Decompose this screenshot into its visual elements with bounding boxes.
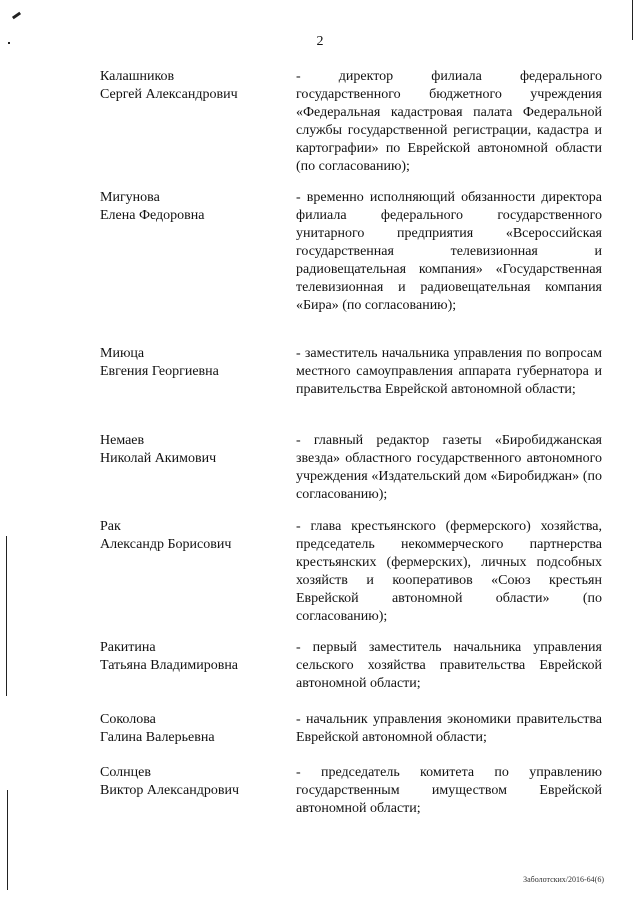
member-given-names: Евгения Георгиевна	[100, 364, 219, 379]
member-given-names: Татьяна Владимировна	[100, 658, 239, 673]
member-surname: Ракитина	[100, 640, 156, 655]
document-code: Заболотских/2016-64(6)	[523, 875, 604, 884]
member-surname: Миюца	[100, 346, 145, 361]
scan-artifact-left-edge-2	[7, 790, 8, 890]
member-given-names: Галина Валерьевна	[100, 730, 215, 745]
member-name	[100, 639, 285, 675]
member-role: - директор филиала федерального государственного бюджетного учреждения «Федеральная кадастровая палата Федеральной службы государственной регистрации, кадастра и картографии» по Еврейской автономной области (по согласованию);	[296, 69, 602, 174]
member-role: - временно исполняющий обязанности директора филиала федерального государственного унитарного предприятия «Всероссийская государственная телевизионная и радиовещательная компания» «Государственная телевизионная и радиовещательная компания «Бира» (по согласованию);	[296, 190, 602, 313]
member-given-names: Александр Борисович	[100, 537, 232, 552]
page-number: 2	[316, 34, 324, 49]
member-name	[100, 711, 285, 747]
member-surname: Калашников	[100, 69, 175, 84]
member-role: - глава крестьянского (фермерского) хозяйства, председатель некоммерческого партнерства крестьянских (фермерских), личных подсобных хозяйств и кооперативов «Союз крестьян Еврейской автономной области» (по согласованию);	[296, 519, 602, 624]
member-role: - главный редактор газеты «Биробиджанская звезда» областного государственного автономного учреждения «Издательский дом «Биробиджан» (по согласованию);	[296, 433, 602, 502]
scan-artifact-left-edge-1	[6, 536, 7, 696]
member-surname: Рак	[100, 519, 121, 534]
member-given-names: Сергей Александрович	[100, 87, 238, 102]
member-given-names: Николай Акимович	[100, 451, 217, 466]
member-given-names: Елена Федоровна	[100, 208, 205, 223]
member-name	[100, 345, 285, 381]
member-role: - председатель комитета по управлению государственным имуществом Еврейской автономной области;	[296, 765, 602, 816]
member-name	[100, 68, 285, 104]
member-surname: Немаев	[100, 433, 145, 448]
member-surname: Соколова	[100, 712, 156, 727]
member-given-names: Виктор Александрович	[100, 783, 240, 798]
member-role: - начальник управления экономики правительства Еврейской автономной области;	[296, 712, 602, 745]
member-name	[100, 764, 285, 800]
member-role: - заместитель начальника управления по вопросам местного самоуправления аппарата губернатора и правительства Еврейской автономной области;	[296, 346, 602, 397]
member-surname: Солнцев	[100, 765, 151, 780]
member-role: - первый заместитель начальника управления сельского хозяйства правительства Еврейской автономной области;	[296, 640, 602, 691]
member-surname: Мигунова	[100, 190, 160, 205]
scan-artifact-topleft	[12, 12, 21, 20]
member-name	[100, 432, 285, 468]
member-name	[100, 518, 285, 554]
member-name	[100, 189, 285, 225]
